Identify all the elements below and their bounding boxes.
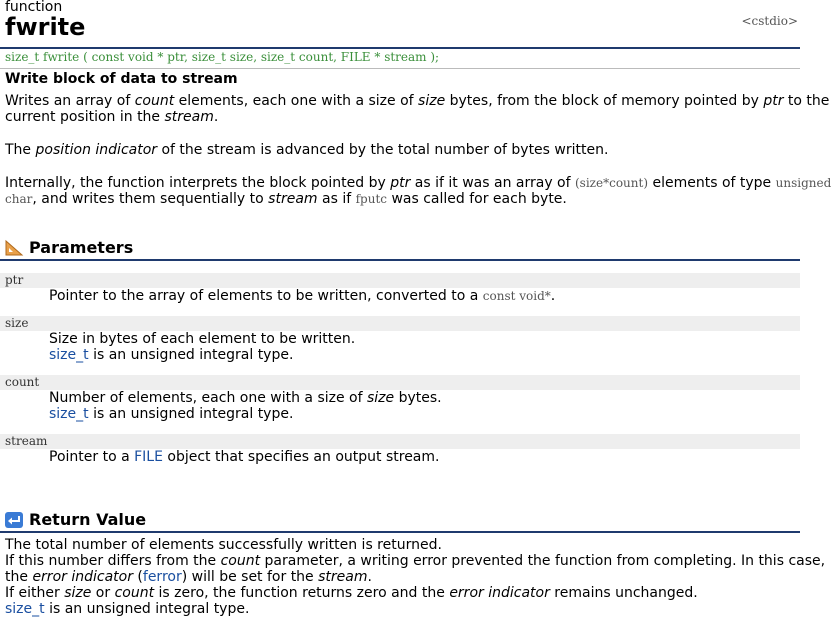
size-t-link[interactable]: size_t	[5, 601, 45, 617]
text: the	[5, 569, 33, 585]
em-size: size	[367, 390, 395, 406]
param-bar	[0, 434, 800, 449]
param-bar	[0, 316, 800, 331]
header-link[interactable]: <cstdio>	[741, 14, 798, 28]
size-t-link[interactable]: size_t	[49, 347, 89, 363]
text: is zero, the function returns zero and the	[154, 585, 450, 601]
text: Writes an array of	[5, 93, 135, 109]
text: bytes, from the block of memory pointed by	[445, 93, 764, 109]
param-desc-stream	[49, 449, 439, 465]
code-size-count: (size*count)	[575, 176, 649, 190]
param-desc-size	[49, 331, 355, 363]
description-p1	[5, 93, 830, 125]
text: object that specifies an output stream.	[162, 449, 440, 465]
param-bar	[0, 375, 800, 390]
text: If this number differs from the	[5, 553, 221, 569]
ruler-triangle-icon	[5, 240, 23, 256]
text: was called for each byte.	[387, 191, 567, 207]
param-bar	[0, 273, 800, 288]
param-name-stream: stream	[5, 434, 48, 448]
ferror-link[interactable]: ferror	[142, 569, 182, 585]
file-link[interactable]: FILE	[134, 449, 163, 465]
text: ) will be set for the	[181, 569, 319, 585]
return-value-heading-text: Return Value	[29, 510, 147, 529]
return-value-rule	[0, 531, 800, 533]
code-const-void: const void*	[482, 289, 551, 303]
subtitle: Write block of data to stream	[5, 71, 238, 87]
em-size: size	[418, 93, 446, 109]
return-value-text	[5, 537, 826, 617]
title-rule	[0, 47, 800, 49]
text: or	[91, 585, 115, 601]
text: bytes.	[394, 390, 442, 406]
em-position-indicator: position indicator	[35, 142, 158, 158]
em-count: count	[220, 553, 261, 569]
code-char: char	[5, 192, 33, 206]
param-name-count: count	[5, 375, 40, 389]
prototype: size_t fwrite ( const void * ptr, size_t size, size_t count, FILE * stream );	[5, 50, 440, 64]
em-ptr: ptr	[390, 175, 411, 191]
param-name-size: size	[5, 316, 29, 330]
param-desc-count	[49, 390, 442, 422]
em-stream: stream	[164, 109, 214, 125]
text: , and writes them sequentially to	[32, 191, 269, 207]
code-unsigned: unsigned	[775, 176, 831, 190]
text: as if	[317, 191, 356, 207]
entity-kind: function	[5, 0, 63, 15]
text: Size in bytes of each element to be written.	[49, 331, 356, 347]
em-count: count	[134, 93, 175, 109]
em-size: size	[64, 585, 92, 601]
description-p2	[5, 142, 800, 158]
text: (	[132, 569, 143, 585]
return-arrow-icon	[5, 512, 23, 528]
text: Number of elements, each one with a size of	[49, 390, 367, 406]
text: as if it was an array of	[410, 175, 575, 191]
text: is an unsigned integral type.	[88, 406, 294, 422]
text: is an unsigned integral type.	[88, 347, 294, 363]
text: is an unsigned integral type.	[44, 601, 250, 617]
parameters-rule	[0, 259, 800, 261]
text: elements of type	[648, 175, 776, 191]
em-stream: stream	[318, 569, 368, 585]
text: Internally, the function interprets the block pointed by	[5, 175, 391, 191]
text: .	[213, 109, 219, 125]
param-name-ptr: ptr	[5, 273, 24, 287]
text: The total number of elements successfully written is returned.	[5, 537, 442, 553]
text: Pointer to the array of elements to be written, converted to a	[49, 288, 483, 304]
em-error-indicator: error indicator	[449, 585, 550, 601]
text: elements, each one with a size of	[174, 93, 419, 109]
text: current position in the	[5, 109, 165, 125]
text: to the	[783, 93, 830, 109]
text: parameter, a writing error prevented the function from completing. In this case,	[260, 553, 826, 569]
fputc-link[interactable]: fputc	[355, 192, 387, 206]
em-error-indicator: error indicator	[32, 569, 133, 585]
prototype-rule	[0, 68, 800, 69]
em-stream: stream	[268, 191, 318, 207]
param-desc-ptr	[49, 288, 555, 304]
description-p3	[5, 175, 831, 207]
text: of the stream is advanced by the total number of bytes written.	[157, 142, 609, 158]
text: .	[367, 569, 372, 585]
parameters-heading	[5, 238, 133, 257]
text: remains unchanged.	[549, 585, 698, 601]
page-title: fwrite	[5, 13, 86, 41]
em-ptr: ptr	[763, 93, 784, 109]
text: If either	[5, 585, 65, 601]
text: .	[550, 288, 556, 304]
parameters-heading-text: Parameters	[29, 238, 134, 257]
text: Pointer to a	[49, 449, 135, 465]
text: The	[5, 142, 36, 158]
em-count: count	[114, 585, 155, 601]
size-t-link[interactable]: size_t	[49, 406, 89, 422]
return-value-heading	[5, 510, 146, 529]
